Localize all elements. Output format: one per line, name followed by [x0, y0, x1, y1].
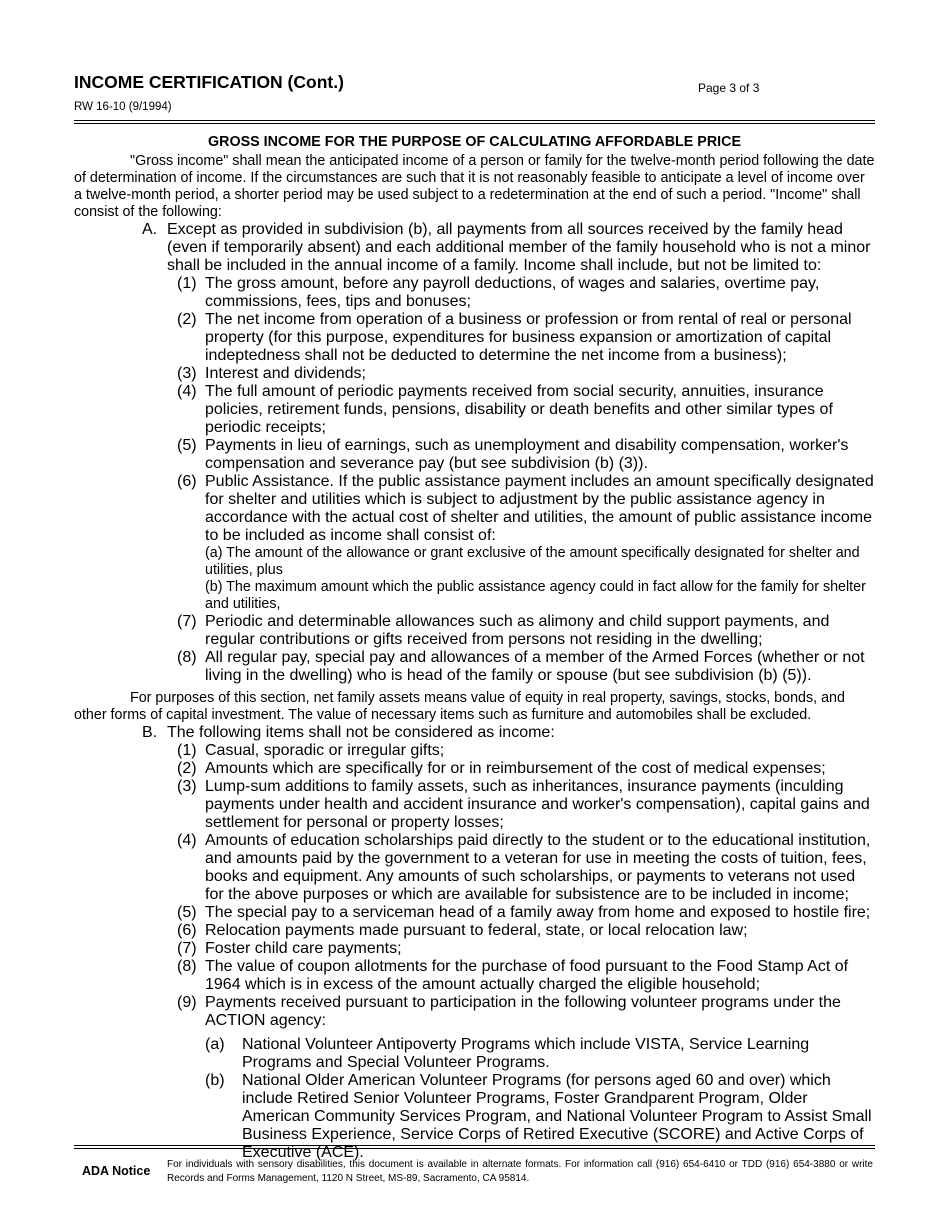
program-text: National Older American Volunteer Programs (for persons aged 60 and over) which include Retired Senior Volunteer Programs, Foster Grandparent Program, Older American Community Services Program, and National Volunteer Program to Assist Small Business Experience, Service Corps of Retired Executive (SCORE) and Active Corps of Executive (ACE). [242, 1072, 872, 1161]
list-item [74, 437, 875, 473]
list-item [74, 904, 875, 922]
section-b [74, 724, 875, 742]
list-item [74, 365, 875, 383]
item-text: Interest and dividends; [205, 365, 366, 382]
item-label: (1) [177, 742, 197, 759]
item-label: (3) [177, 365, 197, 382]
program-label: (a) [205, 1036, 225, 1053]
list-item [74, 383, 875, 437]
list-item [74, 832, 875, 904]
item-label: (2) [177, 760, 197, 777]
page-number: Page 3 of 3 [698, 81, 760, 95]
item-text: Lump-sum additions to family assets, such as inheritances, insurance payments (inculding payments under health and accident insurance and worker's compensation), capital gains and settlement for personal or property losses; [205, 778, 870, 831]
list-item [74, 649, 875, 685]
program-text: National Volunteer Antipoverty Programs which include VISTA, Service Learning Programs and Special Volunteer Programs. [242, 1036, 810, 1071]
footer-rule-bottom [74, 1148, 875, 1149]
item-label: (4) [177, 383, 197, 400]
item-text: Amounts which are specifically for or in reimbursement of the cost of medical expenses; [205, 760, 826, 777]
footer-rule-top [74, 1145, 875, 1146]
item-label: (7) [177, 940, 197, 957]
item-text: Payments in lieu of earnings, such as unemployment and disability compensation, worker's compensation and severance pay (but see subdivision (b) (3)). [205, 437, 849, 472]
item-label: (7) [177, 613, 197, 630]
item-text: All regular pay, special pay and allowances of a member of the Armed Forces (whether or not living in the dwelling) who is head of the family or spouse (but see subdivision (b) (5)). [205, 649, 865, 684]
footer-rules [74, 1145, 875, 1149]
item-text: Relocation payments made pursuant to federal, state, or local relocation law; [205, 922, 748, 939]
item-text: Payments received pursuant to participation in the following volunteer programs under the ACTION agency: [205, 994, 841, 1029]
section-heading: GROSS INCOME FOR THE PURPOSE OF CALCULATING AFFORDABLE PRICE [208, 134, 741, 150]
item-text: Periodic and determinable allowances such as alimony and child support payments, and regular contributions or gifts received from persons not residing in the dwelling; [205, 613, 830, 648]
document-page [74, 70, 875, 1162]
item-label: (3) [177, 778, 197, 795]
item-label: (4) [177, 832, 197, 849]
item-text: The value of coupon allotments for the purchase of food pursuant to the Food Stamp Act of 1964 which is in excess of the amount actually charged the eligible household; [205, 958, 849, 993]
list-item [74, 958, 875, 994]
item-label: (6) [177, 473, 197, 490]
item-text: The gross amount, before any payroll deductions, of wages and salaries, overtime pay, commissions, fees, tips and bonuses; [205, 275, 820, 310]
ada-notice-label: ADA Notice [82, 1164, 151, 1178]
item-label: (9) [177, 994, 197, 1011]
item-text: Foster child care payments; [205, 940, 402, 957]
section-a-text: Except as provided in subdivision (b), all payments from all sources received by the family head (even if temporarily absent) and each additional member of the family household who is not a minor shall be included in the annual income of a family. Income shall include, but not be limited to: [167, 221, 871, 274]
item-text: The special pay to a serviceman head of a family away from home and exposed to hostile fire; [205, 904, 871, 921]
sub-item-a: (a) The amount of the allowance or grant exclusive of the amount specifically designated for shelter and utilities, plus [205, 545, 860, 578]
page-title: INCOME CERTIFICATION (Cont.) [74, 72, 344, 92]
list-item [74, 613, 875, 649]
item-label: (2) [177, 311, 197, 328]
item-label: (8) [177, 958, 197, 975]
form-id: RW 16-10 (9/1994) [74, 101, 172, 113]
list-item [74, 778, 875, 832]
item-text: The full amount of periodic payments received from social security, annuities, insurance policies, retirement funds, pensions, disability or death benefits and other similar types of periodic receipts; [205, 383, 833, 436]
header-rule-bottom [74, 123, 875, 124]
item-label: (8) [177, 649, 197, 666]
item-label: (5) [177, 437, 197, 454]
page-header [74, 70, 875, 118]
list-item [74, 922, 875, 940]
assets-paragraph: For purposes of this section, net family assets means value of equity in real property, savings, stocks, bonds, and other forms of capital investment. The value of necessary items such as furniture and automobiles shall be excluded. [74, 690, 845, 723]
item-label: (5) [177, 904, 197, 921]
header-rule-top [74, 120, 875, 121]
section-b-label: B. [142, 724, 158, 741]
volunteer-program-item [74, 1036, 875, 1072]
list-item [74, 473, 875, 545]
list-item [74, 742, 875, 760]
section-b-text: The following items shall not be considered as income: [167, 724, 555, 741]
list-item [74, 311, 875, 365]
item-text: Amounts of education scholarships paid directly to the student or to the educational institution, and amounts paid by the government to a veteran for use in meeting the costs of tuition, fees, books and equipment. Any amounts of such scholarships, or payments to veterans not used for the above purposes or which are available for subsistence are to be included in income; [205, 832, 871, 903]
program-label: (b) [205, 1072, 225, 1089]
list-item [74, 994, 875, 1030]
item-label: (6) [177, 922, 197, 939]
list-item [74, 940, 875, 958]
item-label: (1) [177, 275, 197, 292]
list-item [74, 275, 875, 311]
intro-paragraph: "Gross income" shall mean the anticipated income of a person or family for the twelve-month period following the date of determination of income. If the circumstances are such that it is not reasonably feasible to anticipate a level of income over a twelve-month period, a shorter period may be used subject to a redetermination at the end of such a period. "Income" shall consist of the following: [74, 153, 875, 220]
ada-notice-text: For individuals with sensory disabilities, this document is available in alternate formats. For information call (916) 654-6410 or TDD (916) 654-3880 or write Records and Forms Management, 1120 N Street, MS-89, Sacramento, CA 95814. [167, 1159, 873, 1184]
section-a-label: A. [142, 221, 158, 238]
item-text: The net income from operation of a business or profession or from rental of real or personal property (for this purpose, expenditures for business expansion or amortization of capital indeptedness shall not be deducted to determine the net income from a business); [205, 311, 852, 364]
item-text: Public Assistance. If the public assistance payment includes an amount specifically designated for shelter and utilities which is subject to adjustment by the public assistance agency in accordance with the actual cost of shelter and utilities, the amount of public assistance income to be included as income shall consist of: [205, 473, 874, 544]
sub-item-b: (b) The maximum amount which the public assistance agency could in fact allow for the family for shelter and utilities, [205, 579, 866, 612]
list-item [74, 760, 875, 778]
item-text: Casual, sporadic or irregular gifts; [205, 742, 445, 759]
section-a [74, 221, 875, 275]
